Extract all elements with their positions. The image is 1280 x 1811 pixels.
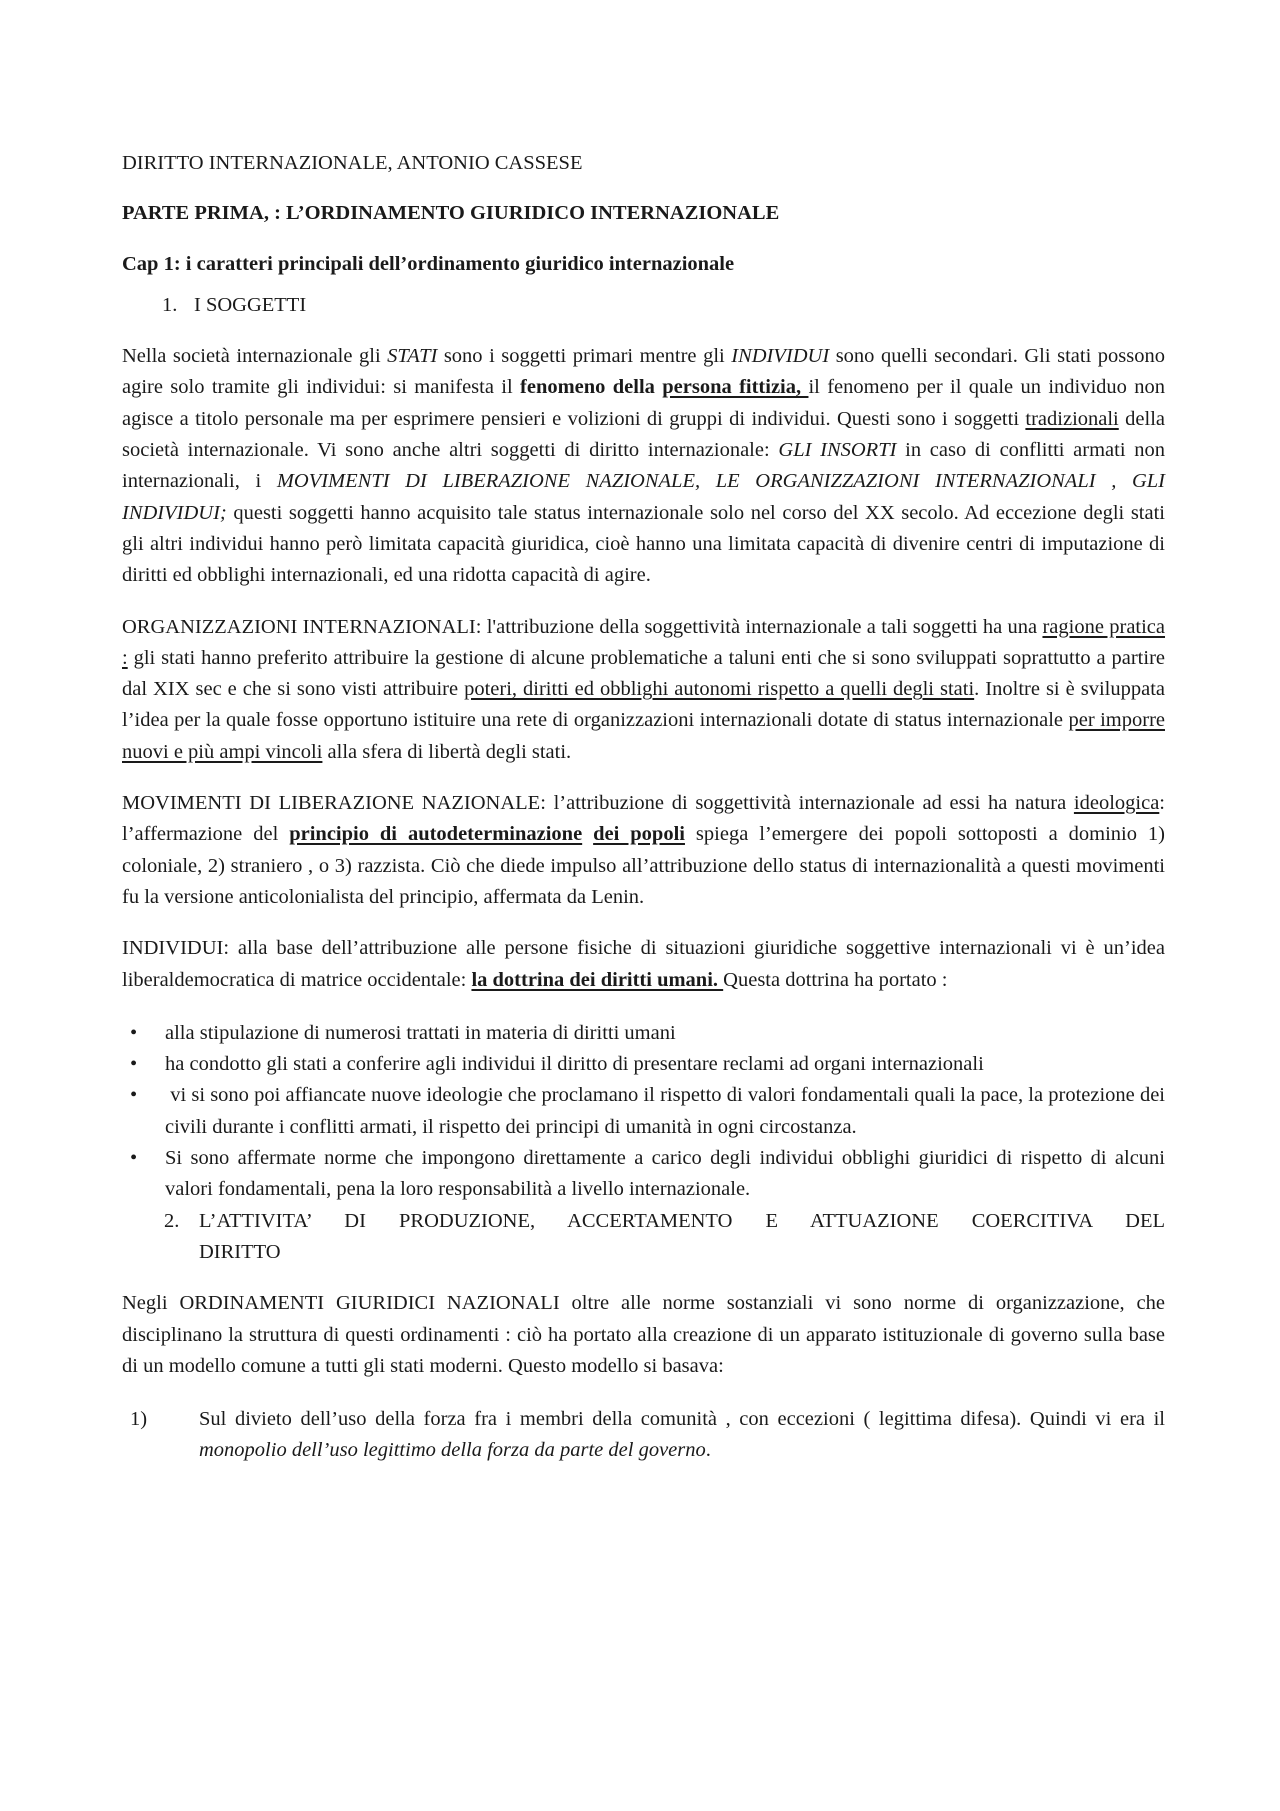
paragraph-soggetti: [122, 341, 1165, 591]
section-heading-soggetti: [122, 290, 1165, 321]
text-run: il fenomeno per il quale un individuo non agisce a titolo personale ma per esprimere pensieri e volizioni di gruppi di individui. Questi sono i soggetti: [122, 376, 1165, 430]
text-run: [582, 823, 593, 845]
bullet-icon: •: [130, 1147, 138, 1170]
text-run: Nella società internazionale gli: [122, 345, 388, 368]
text-run: . Inoltre si è sviluppata l’idea per la quale fosse opportuno istituire una rete di organizzazioni internazionali dotate di status internazionale: [122, 678, 1165, 732]
list-item: [122, 1143, 1165, 1206]
underline-ragione-pratica: ragione pratica :: [122, 615, 1166, 669]
text-run: sono i soggetti primari mentre gli: [437, 345, 732, 368]
bold-dei-popoli: dei popoli: [593, 823, 685, 846]
bold-dottrina-diritti-umani: la dottrina dei diritti umani.: [471, 968, 724, 991]
text-run: questi soggetti hanno acquisito tale status internazionale solo nel corso del XX secolo. Ad eccezione degli stati gli altri individui hanno però limitata capacità giuridica, cioè hanno una limitata capacità di divenire centri di imputazione di diritti ed obblighi internazionali, ed una ridotta capacità di agire.: [122, 501, 1165, 587]
text-run: : l’affermazione del: [122, 792, 1165, 846]
emph-insorti: GLI INSORTI: [778, 439, 897, 462]
document-title: DIRITTO INTERNAZIONALE, ANTONIO CASSESE: [122, 152, 583, 174]
chapter-heading: Cap 1: i caratteri principali dell’ordinamento giuridico internazionale: [122, 252, 735, 275]
list-item-text: alla stipulazione di numerosi trattati in materia di diritti umani: [165, 1021, 676, 1044]
bold-principio: principio di autodeterminazione: [289, 823, 583, 846]
underline-ideologica: ideologica: [1073, 792, 1160, 815]
text-run: Sul divieto dell’uso della forza fra i membri della comunità , con eccezioni ( legittima difesa). Quindi vi era il: [199, 1408, 1165, 1431]
underline-poteri: poteri, diritti ed obblighi autonomi rispetto a quelli degli stati: [464, 678, 975, 701]
item-number: 1): [130, 1408, 148, 1431]
bullet-icon: •: [130, 1084, 138, 1107]
paragraph-movimenti: [122, 788, 1165, 913]
numbered-item: [122, 1404, 1165, 1467]
emph-movimenti: MOVIMENTI DI LIBERAZIONE NAZIONALE, LE ORGANIZZAZIONI INTERNAZIONALI , GLI INDIVIDUI;: [122, 470, 1165, 524]
list-item-text: ha condotto gli stati a conferire agli individui il diritto di presentare reclami ad organi internazionali: [165, 1053, 984, 1076]
document-page: [122, 148, 1171, 1467]
paragraph-individui: [122, 933, 1165, 996]
list-item: [122, 1080, 1171, 1143]
underline-tradizionali: tradizionali: [1025, 407, 1119, 430]
emph-monopolio: monopolio dell’uso legittimo della forza da parte del governo: [199, 1439, 706, 1462]
bold-persona-fittizia: persona fittizia,: [662, 376, 809, 399]
text-run: Questa dottrina ha portato :: [723, 968, 948, 991]
text-run: ORGANIZZAZIONI INTERNAZIONALI: l'attribuzione della soggettività internazionale a tali soggetti ha una: [122, 615, 1043, 638]
bullet-list: [122, 1018, 1171, 1206]
emph-individui: INDIVIDUI: [731, 345, 830, 368]
text-run: spiega l’emergere dei popoli sottoposti a dominio 1) coloniale, 2) straniero , o 3) razzista. Ciò che diede impulso all’attribuzione dello status di internazionalità a questi movimenti fu la versione anticolonialista del principio, affermata da Lenin.: [122, 823, 1166, 908]
text-run: in caso di conflitti armati non internazionali, i: [122, 439, 1165, 493]
text-run: gli stati hanno preferito attribuire la gestione di alcune problematiche a taluni enti che si sono sviluppati soprattutto a partire dal XIX sec e che si sono visti attribuire: [122, 646, 1165, 701]
text-run: .: [705, 1439, 711, 1462]
part-heading: PARTE PRIMA, : L’ORDINAMENTO GIURIDICO INTERNAZIONALE: [122, 202, 780, 225]
text-run: alla sfera di libertà degli stati.: [322, 740, 572, 763]
underline-vincoli: per imporre nuovi e più ampi vincoli: [122, 709, 1165, 763]
section-number: 1.: [162, 293, 178, 316]
text-run: MOVIMENTI DI LIBERAZIONE NAZIONALE: l’attribuzione di soggettività internazionale ad essi ha natura: [122, 792, 1074, 815]
list-item: [122, 1049, 1165, 1080]
bold-fenomeno: fenomeno della: [520, 376, 663, 399]
list-item-text: Si sono affermate norme che impongono direttamente a carico degli individui obblighi giuridici di rispetto di alcuni valori fondamentali, pena la loro responsabilità a livello internazionale.: [165, 1147, 1165, 1201]
paragraph-organizzazioni: [122, 612, 1165, 768]
section-label-line1: L’ATTIVITA’ DI PRODUZIONE, ACCERTAMENTO E ATTUAZIONE COERCITIVA DEL: [199, 1209, 1165, 1232]
list-item: [122, 1018, 1165, 1049]
text-run: della società internazionale. Vi sono anche altri soggetti di diritto internazionale:: [122, 407, 1165, 462]
text-run: INDIVIDUI: alla base dell’attribuzione alle persone fisiche di situazioni giuridiche soggettive internazionali vi è un’idea liberaldemocratica di matrice occidentale:: [122, 937, 1165, 991]
section-label: I SOGGETTI: [194, 293, 307, 316]
emph-stati: STATI: [387, 345, 438, 368]
text-run: sono quelli secondari. Gli stati possono agire solo tramite gli individui: si manifesta il: [122, 345, 1165, 399]
section-heading-attivita: [122, 1206, 1165, 1269]
list-item-text: vi si sono poi affiancate nuove ideologie che proclamano il rispetto di valori fondamentali quali la pace, la protezione dei civili durante i conflitti armati, il rispetto dei principi di umanità in ogni circostanza.: [165, 1084, 1171, 1138]
section-label-line2: DIRITTO: [199, 1240, 281, 1263]
paragraph-ordinamenti: Negli ORDINAMENTI GIURIDICI NAZIONALI oltre alle norme sostanziali vi sono norme di organizzazione, che disciplinano la struttura di questi ordinamenti : ciò ha portato alla creazione di un apparato istituzionale di governo sulla base di un modello comune a tutti gli stati moderni. Questo modello si basava:: [122, 1292, 1165, 1377]
bullet-icon: •: [130, 1021, 138, 1044]
section-number: 2.: [164, 1209, 180, 1232]
bullet-icon: •: [130, 1053, 138, 1076]
